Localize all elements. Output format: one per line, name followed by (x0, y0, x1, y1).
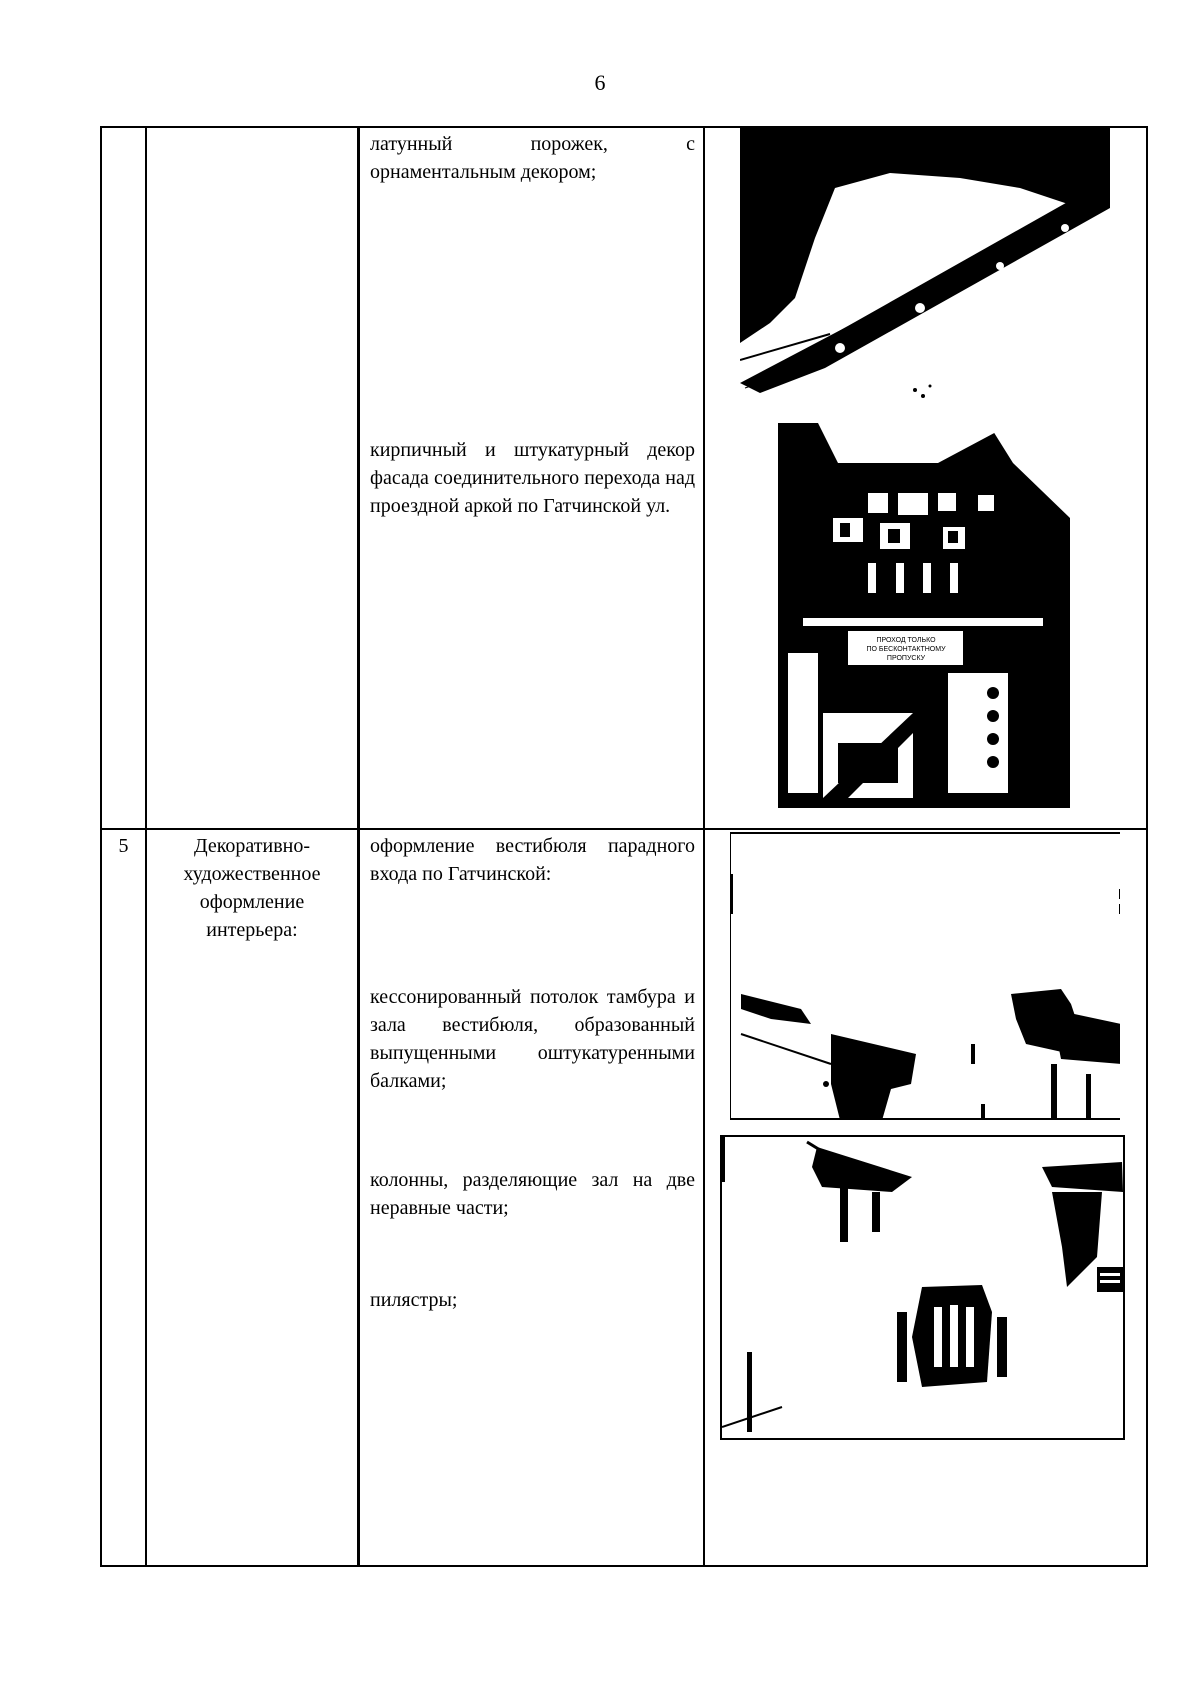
column-divider-3 (703, 126, 705, 1567)
table-row-divider (100, 828, 1148, 830)
threshold-photo (740, 128, 1110, 408)
vestibule-ceiling-photo (730, 832, 1120, 1120)
column-divider-2 (357, 126, 360, 1567)
arch-facade-photo (778, 423, 1070, 808)
sign-text: ПРОПУСКУ (886, 655, 926, 662)
row-number: 5 (118, 835, 129, 857)
feature-description: колонны, разделяющие зал на две неравные части; (370, 1169, 695, 1219)
sign-text: ПРОХОД ТОЛЬКО (876, 637, 936, 644)
category-label: Декоративно-художественное оформление интерьера: (183, 835, 321, 941)
feature-description: кессонированный потолок тамбура и зала вестибюля, образованный выпущенными оштукатуренными балками; (370, 986, 695, 1092)
feature-description: латунный порожек, с орнаментальным декором; (370, 133, 695, 183)
feature-description: кирпичный и штукатурный декор фасада соединительного перехода над проездной аркой по Гатчинской ул. (370, 439, 695, 517)
table-bottom-border (100, 1565, 1148, 1567)
sign-text: ПО БЕСКОНТАКТНОМУ (866, 646, 946, 653)
column-divider-1 (145, 126, 147, 1567)
page-number: 6 (594, 70, 606, 95)
feature-description: пилястры; (370, 1289, 458, 1311)
vestibule-hall-photo (720, 1135, 1125, 1440)
table-right-border (1146, 126, 1148, 1567)
feature-description: оформление вестибюля парадного входа по Гатчинской: (370, 835, 695, 885)
